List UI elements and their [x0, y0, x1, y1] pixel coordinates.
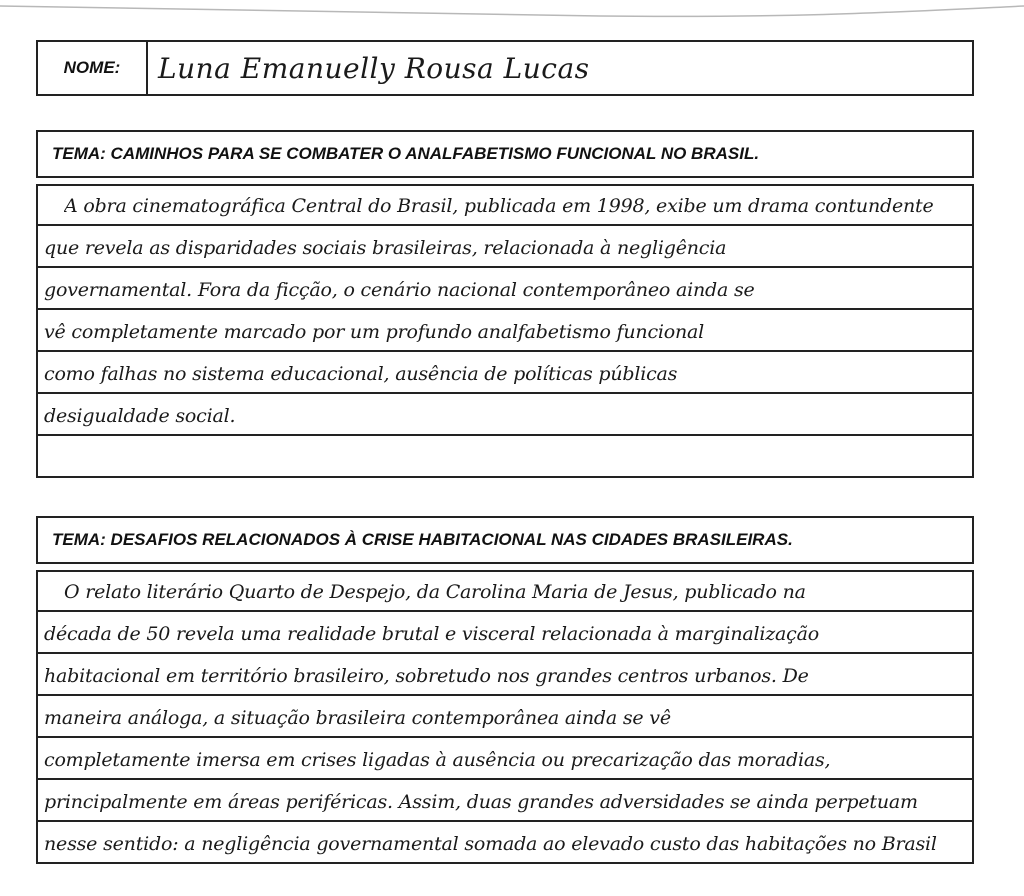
handwritten-text: década de 50 revela uma realidade brutal e visceral relacionada à marginalização — [44, 623, 819, 645]
writing-line — [36, 226, 974, 268]
handwritten-text: A obra cinematográfica Central do Brasil, publicada em 1998, exibe um drama contundente — [64, 195, 934, 217]
tema-box-2 — [36, 516, 974, 564]
handwritten-text: que revela as disparidades sociais brasileiras, relacionada à negligência — [44, 237, 727, 259]
handwritten-text: principalmente em áreas periféricas. Assim, duas grandes adversidades se ainda perpetuam — [44, 791, 918, 813]
writing-lines-1 — [36, 184, 974, 478]
writing-line — [36, 780, 974, 822]
writing-line — [36, 436, 974, 478]
handwritten-text: como falhas no sistema educacional, ausência de políticas públicas — [44, 363, 678, 385]
writing-line — [36, 570, 974, 612]
writing-line — [36, 310, 974, 352]
handwritten-text: vê completamente marcado por um profundo analfabetismo funcional — [44, 321, 705, 343]
scan-page-edge — [0, 0, 1024, 30]
writing-line — [36, 268, 974, 310]
handwritten-text: desigualdade social. — [44, 405, 236, 427]
handwritten-text: O relato literário Quarto de Despejo, da Carolina Maria de Jesus, publicado na — [64, 581, 806, 603]
writing-line — [36, 654, 974, 696]
writing-line — [36, 822, 974, 864]
name-box — [36, 40, 974, 96]
handwritten-text: completamente imersa em crises ligadas à ausência ou precarização das moradias, — [44, 749, 831, 771]
name-label: NOME: — [38, 42, 148, 94]
writing-lines-2 — [36, 570, 974, 864]
handwritten-text: habitacional em território brasileiro, sobretudo nos grandes centros urbanos. De — [44, 665, 809, 687]
writing-line — [36, 696, 974, 738]
handwritten-text: maneira análoga, a situação brasileira contemporânea ainda se vê — [44, 707, 671, 729]
tema-title-1: TEMA: CAMINHOS PARA SE COMBATER O ANALFABETISMO FUNCIONAL NO BRASIL. — [52, 144, 760, 163]
name-handwritten: Luna Emanuelly Rousa Lucas — [158, 51, 590, 85]
writing-line — [36, 612, 974, 654]
handwritten-text: nesse sentido: a negligência governamental somada ao elevado custo das habitações no Brasil — [44, 833, 937, 855]
handwritten-text: governamental. Fora da ficção, o cenário nacional contemporâneo ainda se — [44, 279, 755, 301]
tema-box-1 — [36, 130, 974, 178]
writing-line — [36, 394, 974, 436]
writing-line — [36, 184, 974, 226]
writing-line — [36, 738, 974, 780]
writing-line — [36, 352, 974, 394]
tema-title-2: TEMA: DESAFIOS RELACIONADOS À CRISE HABITACIONAL NAS CIDADES BRASILEIRAS. — [52, 530, 793, 549]
